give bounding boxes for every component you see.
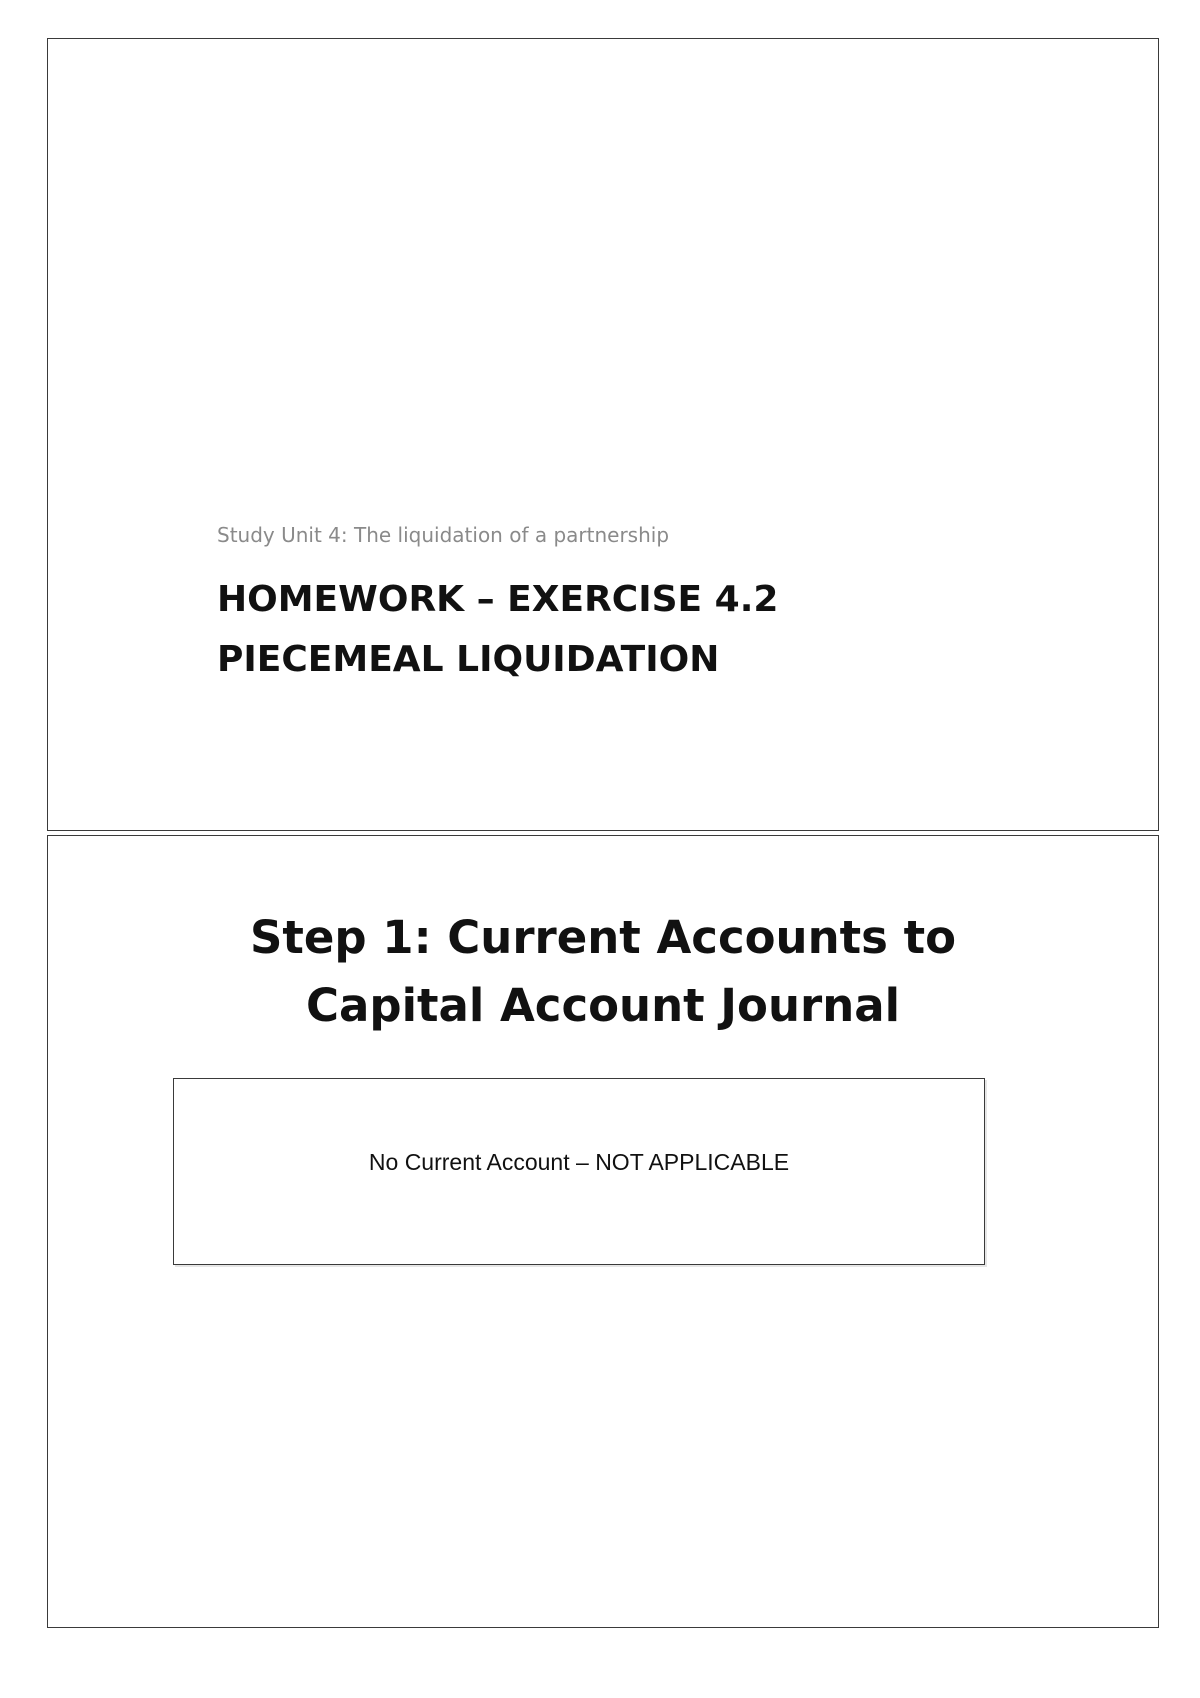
title-line-1: HOMEWORK – EXERCISE 4.2	[217, 579, 779, 620]
note-text: No Current Account – NOT APPLICABLE	[368, 1149, 790, 1175]
slide-subtitle: Study Unit 4: The liquidation of a partnership	[217, 523, 670, 547]
slide-title-heading	[217, 570, 778, 690]
slide-step-1	[47, 835, 1159, 1628]
step-heading-line-2: Capital Account Journal	[305, 979, 901, 1032]
step-heading-line-1: Step 1: Current Accounts to	[249, 911, 957, 964]
title-line-2: PIECEMEAL LIQUIDATION	[217, 639, 720, 680]
slide-title	[47, 38, 1159, 831]
note-box	[173, 1078, 985, 1265]
step-heading	[48, 904, 1158, 1040]
